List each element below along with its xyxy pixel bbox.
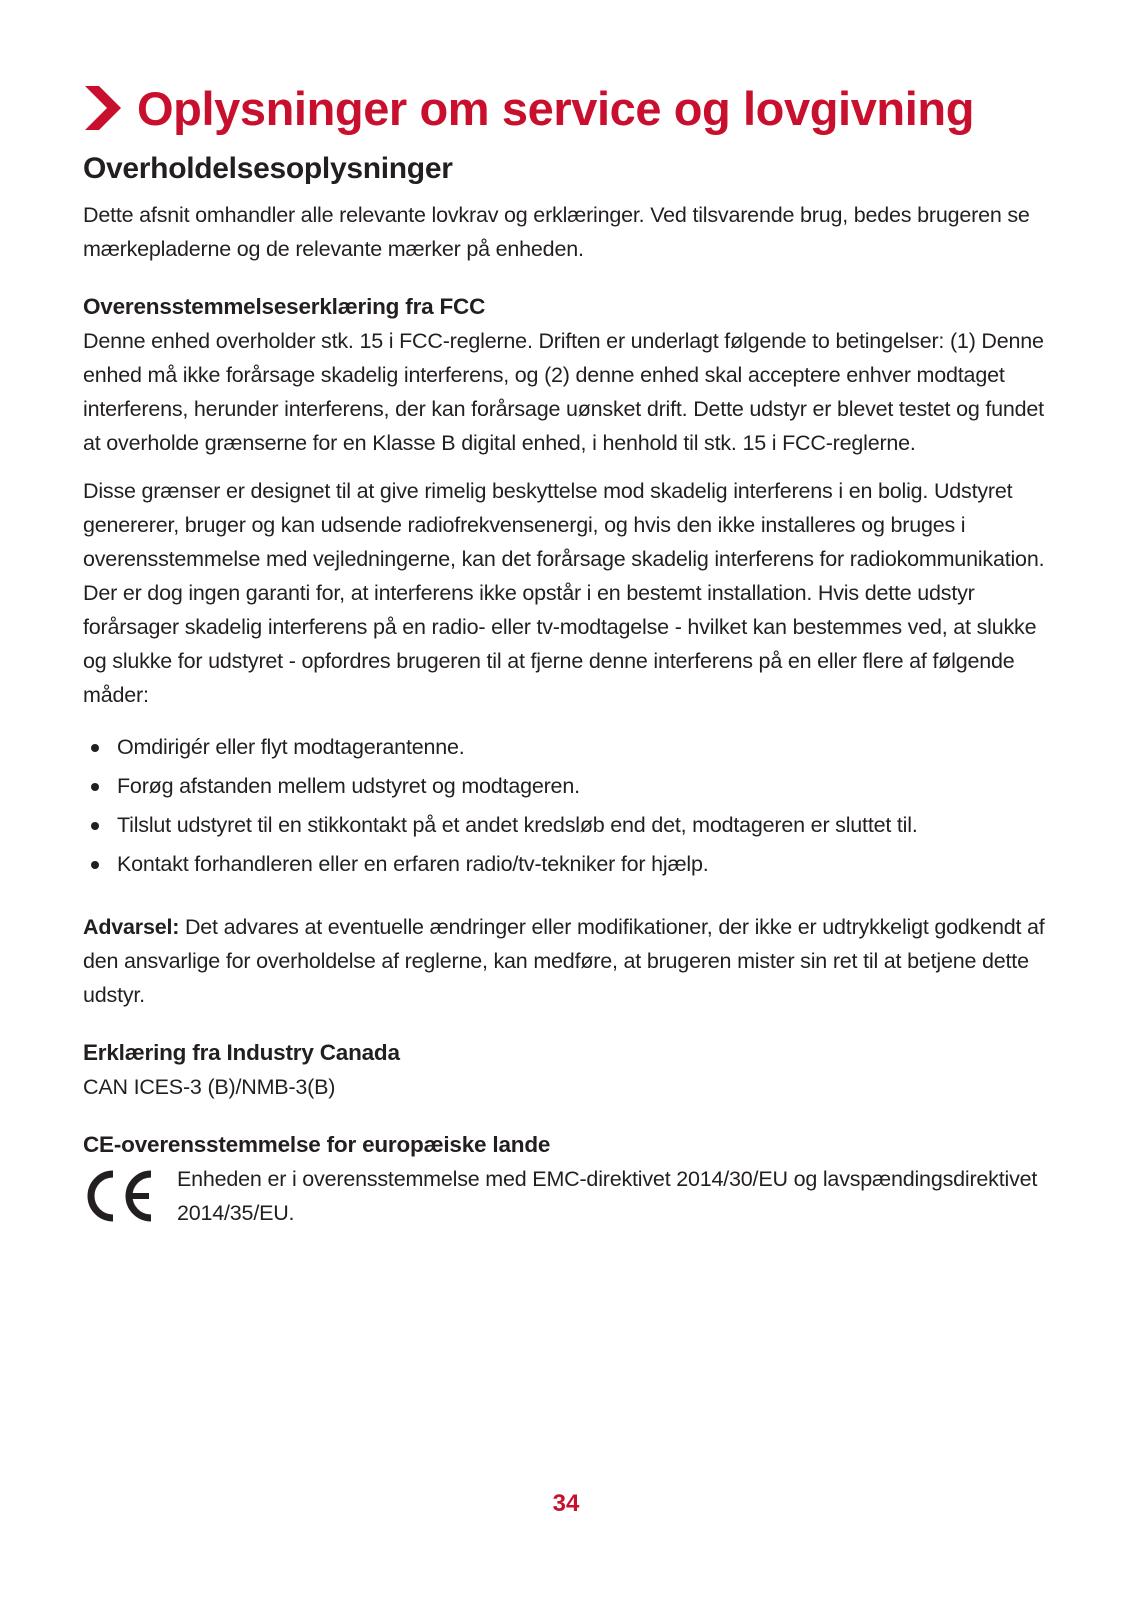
section-heading-ce: CE-overensstemmelse for europæiske lande (83, 1132, 551, 1157)
title-row (83, 78, 1053, 138)
compliance-intro: Dette afsnit omhandler alle relevante lovkrav og erklæringer. Ved tilsvarende brug, bedes brugeren se mærkepladerne og de relevante mærker på enheden. (83, 203, 1030, 261)
page-number: 34 (552, 1490, 580, 1517)
list-item-text: Tilslut udstyret til en stikkontakt på et andet kredsløb end det, modtageren er sluttet til. (117, 813, 918, 837)
list-item (83, 769, 1053, 803)
warning-text: Det advares at eventuelle ændringer eller modifikationer, der ikke er udtrykkeligt godkendt af den ansvarlige for overholdelse af reglerne, kan medføre, at brugeren mister sin ret til at betjene dette udstyr. (83, 915, 1045, 1007)
list-item (83, 808, 1053, 842)
fcc-paragraph-1: Denne enhed overholder stk. 15 i FCC-reglerne. Driften er underlagt følgende to betingelser: (1) Denne enhed må ikke forårsage skadelig interferens, og (2) denne enhed skal acceptere enhver modtaget interferens, herunder interferens, der kan forårsage uønsket drift. Dette udstyr er blevet testet og fundet at overholde grænserne for en Klasse B digital enhed, i henhold til stk. 15 i FCC-reglerne. (83, 329, 1044, 455)
list-item-text: Omdirigér eller flyt modtagerantenne. (117, 735, 465, 759)
bullet-icon (91, 744, 99, 752)
ce-mark-icon (83, 1168, 155, 1224)
bullet-icon (91, 822, 99, 830)
bullet-icon (91, 783, 99, 791)
list-item (83, 730, 1053, 764)
ce-row (83, 1162, 1053, 1230)
list-item (83, 847, 1053, 881)
section-heading-compliance: Overholdelsesoplysninger (83, 152, 453, 185)
fcc-warning (83, 910, 1053, 1012)
industry-canada-text: CAN ICES-3 (B)/NMB-3(B) (83, 1075, 336, 1099)
chevron-right-icon (83, 84, 123, 132)
section-heading-fcc: Overensstemmelseserklæring fra FCC (83, 294, 486, 319)
list-item-text: Forøg afstanden mellem udstyret og modtageren. (117, 774, 580, 798)
warning-label: Advarsel: (83, 915, 180, 939)
section-heading-industry-canada: Erklæring fra Industry Canada (83, 1040, 400, 1065)
page-title: Oplysninger om service og lovgivning (137, 81, 975, 135)
page-content (83, 78, 1053, 1230)
list-item-text: Kontakt forhandleren eller en erfaren radio/tv-tekniker for hjælp. (117, 852, 709, 876)
fcc-paragraph-2: Disse grænser er designet til at give rimelig beskyttelse mod skadelig interferens i en bolig. Udstyret genererer, bruger og kan udsende radiofrekvensenergi, og hvis den ikke installeres og bruges i overensstemmelse med vejledningerne, kan det forårsage skadelig interferens for radiokommunikation. Der er dog ingen garanti for, at interferens ikke opstår i en bestemt installation. Hvis dette udstyr forårsager skadelig interferens på en radio- eller tv-modtagelse - hvilket kan bestemmes ved, at slukke og slukke for udstyret - opfordres brugeren til at fjerne denne interferens på en eller flere af følgende måder: (83, 479, 1045, 707)
ce-text: Enheden er i overensstemmelse med EMC-direktivet 2014/30/EU og lavspændingsdirektivet 2014/35/EU. (177, 1167, 1038, 1225)
fcc-remedy-list (83, 730, 1053, 881)
bullet-icon (91, 861, 99, 869)
